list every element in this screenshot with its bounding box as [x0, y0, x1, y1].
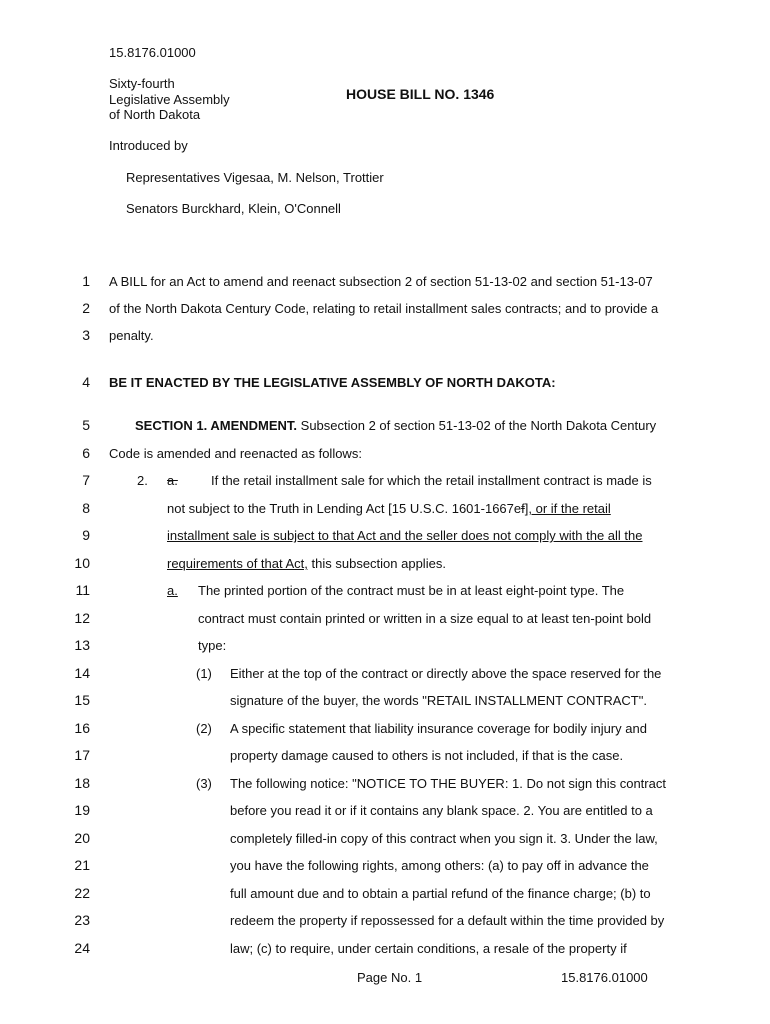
line-10-text: this subsection applies. [307, 556, 446, 571]
line-8-text-b: ] [524, 501, 529, 516]
section-1-heading [135, 418, 656, 433]
line-number: 12 [74, 610, 90, 626]
bill-line-1: A BILL for an Act to amend and reenact subsection 2 of section 51-13-02 and section 51-13-07 [109, 274, 653, 289]
line-8-struck: f [521, 501, 525, 516]
bill-line-9: installment sale is subject to that Act and the seller does not comply with the all the [167, 528, 643, 543]
bill-line-12: contract must contain printed or written in a size equal to at least ten-point bold [198, 611, 652, 626]
line-number: 16 [74, 720, 90, 736]
bill-line-16: A specific statement that liability insurance coverage for bodily injury and [230, 721, 647, 736]
line-number: 18 [74, 775, 90, 791]
page-number: Page No. 1 [357, 970, 423, 985]
bill-line-20: completely filled-in copy of this contract when you sign it. 3. Under the law, [230, 831, 658, 846]
enacting-clause: BE IT ENACTED BY THE LEGISLATIVE ASSEMBLY OF NORTH DAKOTA: [109, 375, 556, 390]
bill-line-6: Code is amended and reenacted as follows: [109, 446, 362, 461]
subsection-number: 2. [137, 473, 148, 488]
senators: Senators Burckhard, Klein, O'Connell [126, 201, 341, 216]
bill-line-23: redeem the property if repossessed for a default within the time provided by [230, 913, 665, 928]
bill-line-2: of the North Dakota Century Code, relating to retail installment sales contracts; and to provide a [109, 301, 659, 316]
bill-line-3: penalty. [109, 328, 154, 343]
line-number: 6 [82, 445, 90, 461]
line-number: 7 [82, 472, 90, 488]
struck-label-a: a. [167, 473, 178, 488]
line-number: 19 [74, 802, 90, 818]
line-number: 1 [82, 273, 90, 289]
assembly-line-1: Sixty-fourth [109, 76, 175, 91]
bill-title: HOUSE BILL NO. 1346 [346, 86, 495, 102]
line-8-text-a: not subject to the Truth in Lending Act [15 U.S.C. 1601-1667e [167, 501, 522, 516]
bill-line-15: signature of the buyer, the words "RETAIL INSTALLMENT CONTRACT". [230, 693, 647, 708]
line-number: 24 [74, 940, 90, 956]
bill-line-11: The printed portion of the contract must be in at least eight-point type. The [198, 583, 625, 598]
line-number: 15 [74, 692, 90, 708]
representatives: Representatives Vigesaa, M. Nelson, Trottier [126, 170, 384, 185]
line-number: 23 [74, 912, 90, 928]
line-8-inserted: , or if the retail [528, 501, 611, 516]
line-number: 10 [74, 555, 90, 571]
bill-line-22: full amount due and to obtain a partial refund of the finance charge; (b) to [230, 886, 651, 901]
assembly-line-2: Legislative Assembly [109, 92, 230, 107]
bill-line-8 [167, 501, 611, 516]
bill-line-19: before you read it or if it contains any blank space. 2. You are entitled to a [230, 803, 653, 818]
line-number: 13 [74, 637, 90, 653]
paragraph-label-3: (3) [196, 776, 212, 791]
bill-line-7: If the retail installment sale for which the retail installment contract is made is [211, 473, 652, 488]
doc-code-footer: 15.8176.01000 [561, 970, 648, 985]
line-number: 4 [82, 374, 90, 390]
section-1-title: SECTION 1. AMENDMENT. [135, 418, 298, 433]
line-number: 5 [82, 417, 90, 433]
line-number: 8 [82, 500, 90, 516]
bill-line-14: Either at the top of the contract or directly above the space reserved for the [230, 666, 662, 681]
section-1-text: Subsection 2 of section 51-13-02 of the North Dakota Century [297, 418, 657, 433]
line-number: 20 [74, 830, 90, 846]
assembly-line-3: of North Dakota [109, 107, 201, 122]
paragraph-label-1: (1) [196, 666, 212, 681]
line-number: 14 [74, 665, 90, 681]
doc-code-header: 15.8176.01000 [109, 45, 196, 60]
line-10-inserted: requirements of that Act, [167, 556, 308, 571]
bill-line-21: you have the following rights, among others: (a) to pay off in advance the [230, 858, 649, 873]
line-number: 9 [82, 527, 90, 543]
line-number: 11 [75, 582, 90, 598]
bill-line-17: property damage caused to others is not included, if that is the case. [230, 748, 624, 763]
bill-line-18: The following notice: "NOTICE TO THE BUYER: 1. Do not sign this contract [230, 776, 666, 791]
bill-line-24: law; (c) to require, under certain conditions, a resale of the property if [230, 941, 627, 956]
introduced-by: Introduced by [109, 138, 188, 153]
subdivision-label-a: a. [167, 583, 178, 598]
line-number: 2 [82, 300, 90, 316]
paragraph-label-2: (2) [196, 721, 212, 736]
bill-line-10 [167, 556, 446, 571]
line-number: 21 [74, 857, 90, 873]
bill-line-13: type: [198, 638, 227, 653]
line-number: 22 [74, 885, 90, 901]
line-number: 17 [74, 747, 90, 763]
line-number: 3 [82, 327, 90, 343]
